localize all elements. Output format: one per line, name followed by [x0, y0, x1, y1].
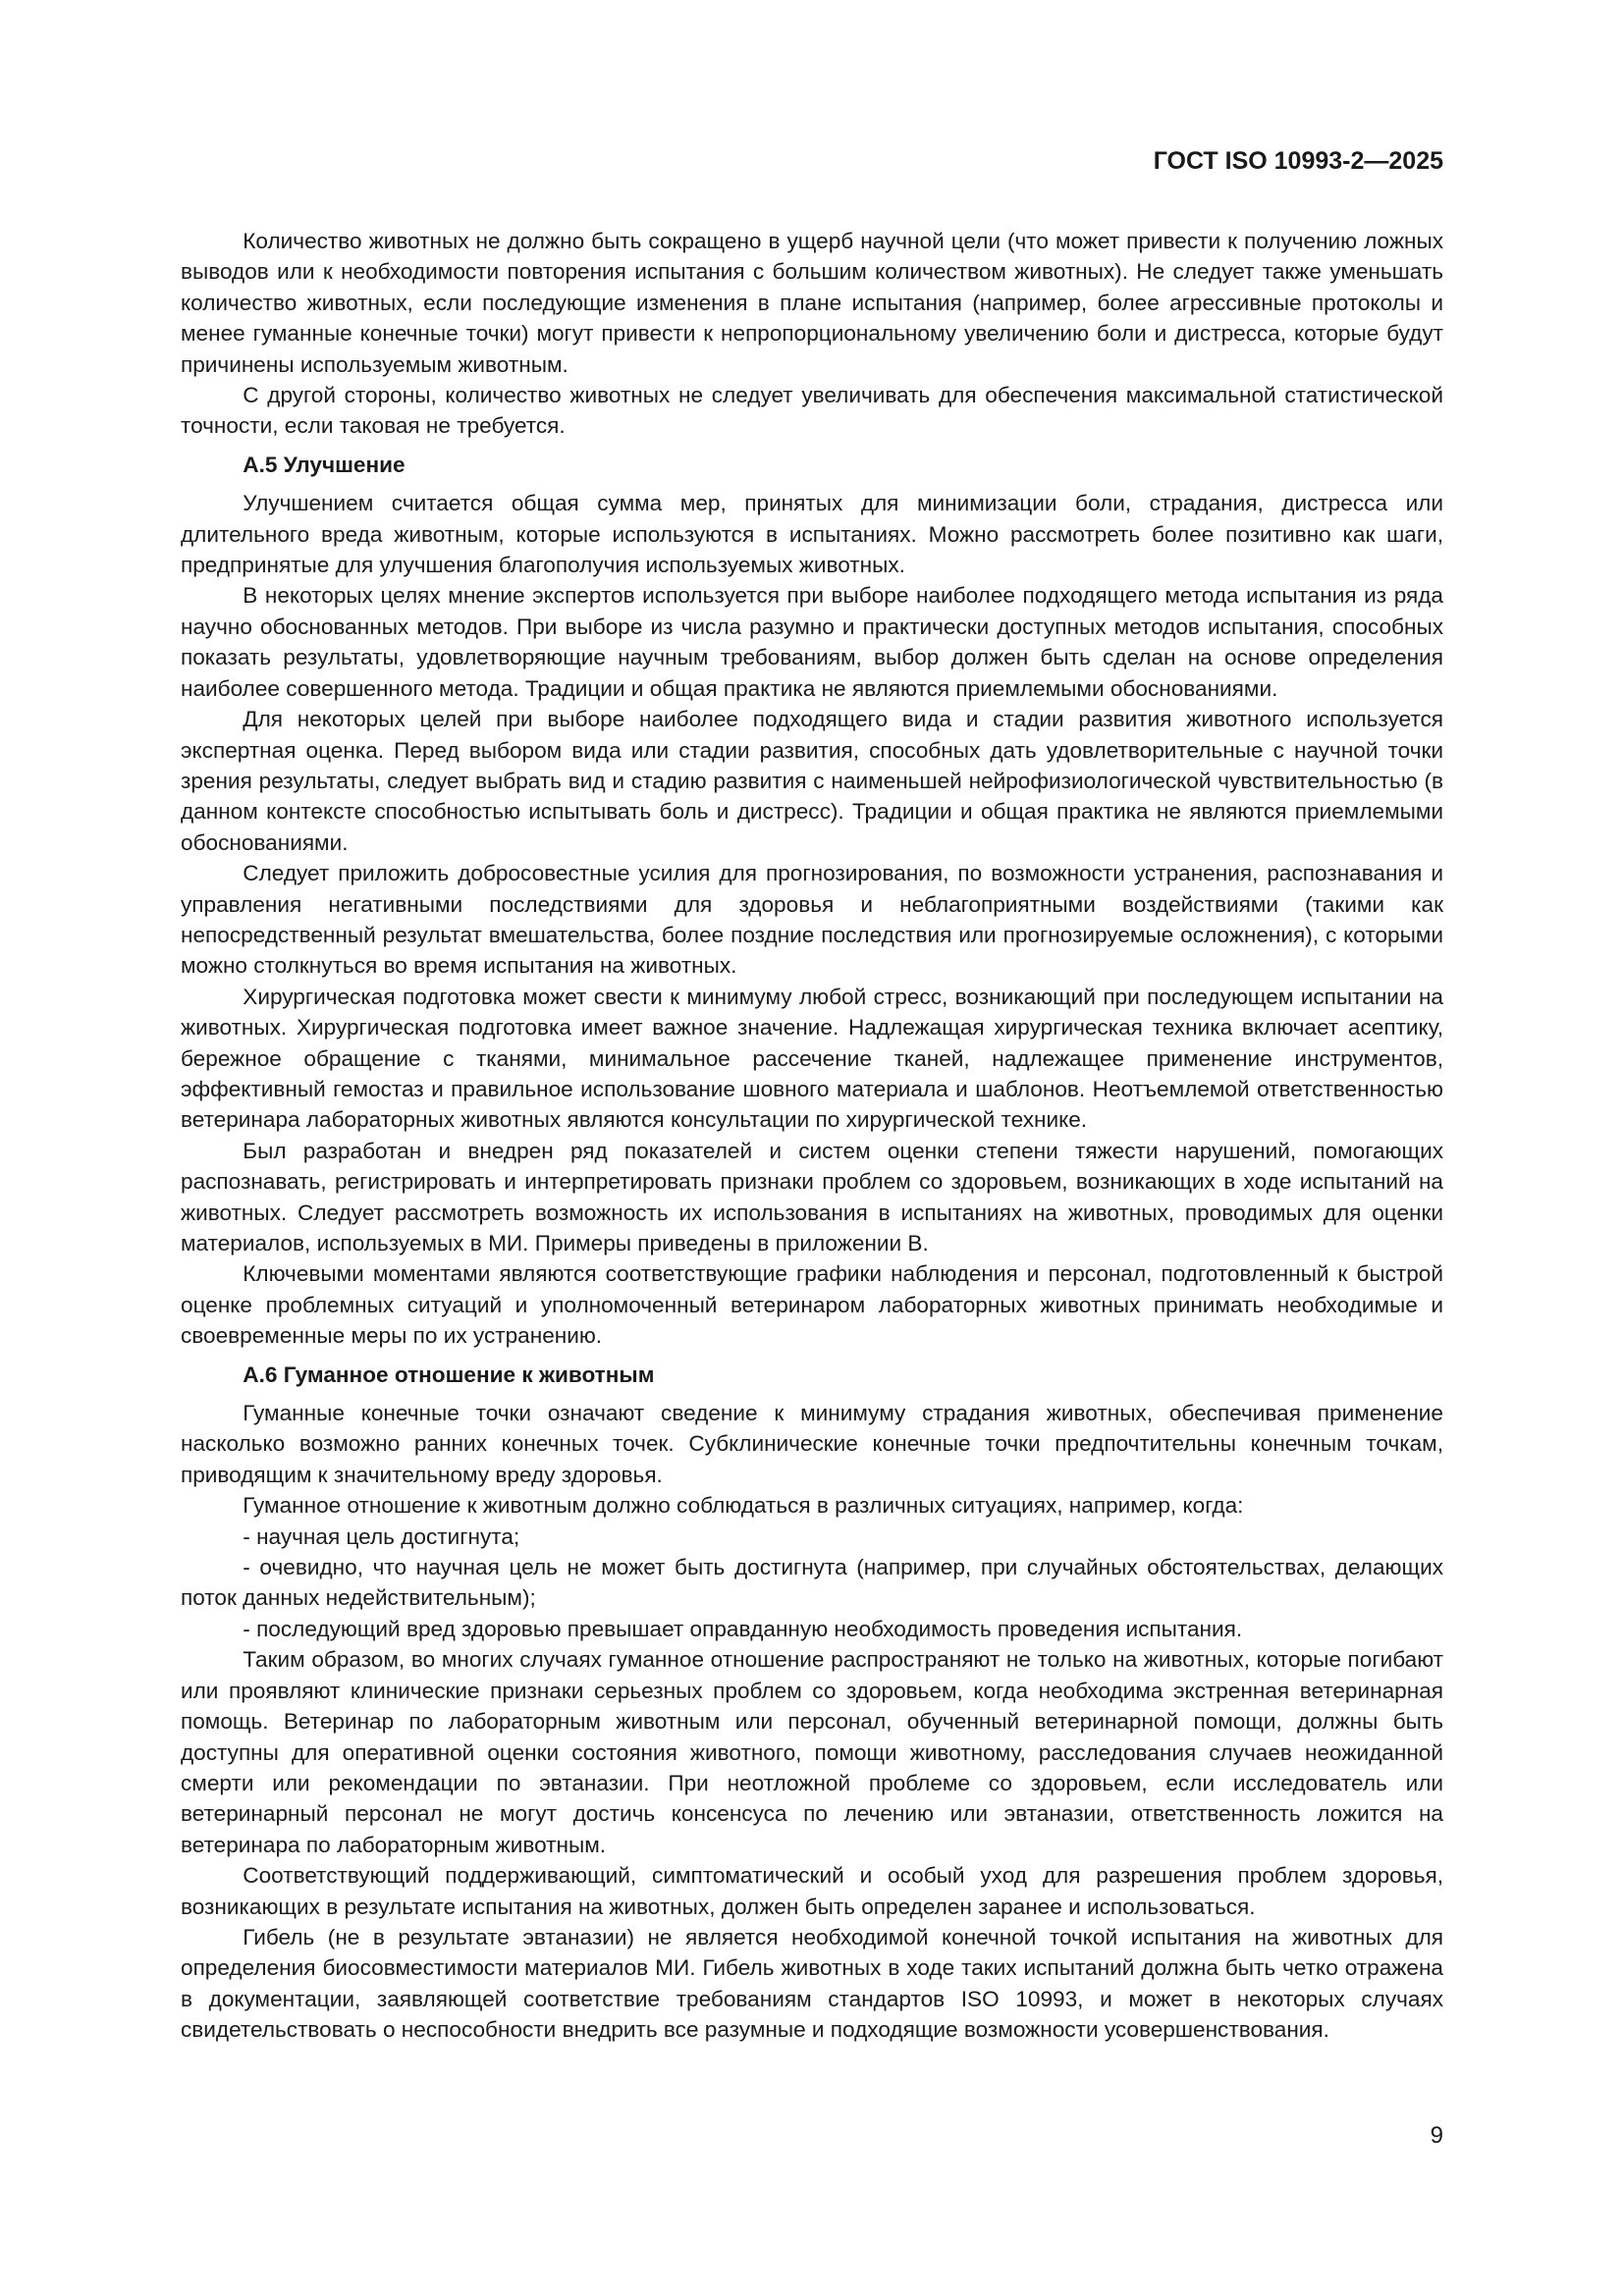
paragraph: Хирургическая подготовка может свести к минимуму любой стресс, возникающий при последующем испытании на животных. Хирургическая подготовка имеет важное значение. Надлежащая хирургическая техника включает асептику, бережное обращение с тканями, минимальное рассечение тканей, надлежащее применение инструментов, эффективный гемостаз и правильное использование шовного материала и шаблонов. Неотъемлемой ответственностью ветеринара лабораторных животных являются консультации по хирургической технике. [181, 984, 1443, 1133]
paragraph: Гибель (не в результате эвтаназии) не является необходимой конечной точкой испытания на животных для определения биосовместимости материалов МИ. Гибель животных в ходе таких испытаний должна быть четко отражена в документации, заявляющей соответствие требованиям стандартов ISO 10993, и может в некоторых случаях свидетельствовать о неспособности внедрить все разумные и подходящие возможности усовершенствования. [181, 1924, 1443, 2043]
document-body [181, 226, 1443, 2046]
section-heading: А.6 Гуманное отношение к животным [243, 1362, 655, 1387]
paragraph: Для некоторых целей при выборе наиболее подходящего вида и стадии развития животного используется экспертная оценка. Перед выбором вида или стадии развития, способных дать удовлетворительные с научной точки зрения результаты, следует выбрать вид и стадию развития с наименьшей нейрофизиологической чувствительностью (в данном контексте способностью испытывать боль и дистресс). Традиции и общая практика не являются приемлемыми обоснованиями. [181, 707, 1443, 855]
section-heading: А.5 Улучшение [243, 452, 406, 477]
paragraph: Улучшением считается общая сумма мер, принятых для минимизации боли, страдания, дистресса или длительного вреда животным, которые используются в испытаниях. Можно рассмотреть более позитивно как шаги, предпринятые для улучшения благополучия используемых животных. [181, 491, 1443, 578]
paragraph: Гуманные конечные точки означают сведение к минимуму страдания животных, обеспечивая применение насколько возможно ранних конечных точек. Субклинические конечные точки предпочтительны конечным точкам, приводящим к значительному вреду здоровья. [181, 1401, 1443, 1487]
paragraph: Ключевыми моментами являются соответствующие графики наблюдения и персонал, подготовленный к быстрой оценке проблемных ситуаций и уполномоченный ветеринаром лабораторных животных принимать необходимые и своевременные меры по их устранению. [181, 1261, 1443, 1349]
paragraph: - очевидно, что научная цель не может быть достигнута (например, при случайных обстоятельствах, делающих поток данных недействительным); [181, 1555, 1443, 1611]
paragraph: Таким образом, во многих случаях гуманное отношение распространяют не только на животных, которые погибают или проявляют клинические признаки серьезных проблем со здоровьем, когда необходима экстренная ветеринарная помощь. Ветеринар по лабораторным животным или персонал, обученный ветеринарной помощи, должны быть доступны для оперативной оценки состояния животного, помощи животному, расследования случаев неожиданной смерти или рекомендации по эвтаназии. При неотложной проблеме со здоровьем, если исследователь или ветеринарный персонал не могут достичь консенсуса по лечению или эвтаназии, ответственность ложится на ветеринара по лабораторным животным. [181, 1647, 1443, 1857]
paragraph: Гуманное отношение к животным должно соблюдаться в различных ситуациях, например, когда: [243, 1493, 1244, 1519]
paragraph: Соответствующий поддерживающий, симптоматический и особый уход для разрешения проблем здоровья, возникающих в результате испытания на животных, должен быть определен заранее и использоваться. [181, 1863, 1443, 1919]
paragraph: - научная цель достигнута; [243, 1523, 520, 1549]
paragraph: В некоторых целях мнение экспертов используется при выборе наиболее подходящего метода испытания из ряда научно обоснованных методов. При выборе из числа разумно и практически доступных методов испытания, способных показать результаты, удовлетворяющие научным требованиям, выбор должен быть сделан на основе определения наиболее совершенного метода. Традиции и общая практика не являются приемлемыми обоснованиями. [181, 583, 1443, 701]
paragraph: Следует приложить добросовестные усилия для прогнозирования, по возможности устранения, распознавания и управления негативными последствиями для здоровья и неблагоприятными воздействиями (такими как непосредственный результат вмешательства, более поздние последствия или прогнозируемые осложнения), с которыми можно столкнуться во время испытания на животных. [181, 861, 1443, 979]
paragraph: Был разработан и внедрен ряд показателей и систем оценки степени тяжести нарушений, помогающих распознавать, регистрировать и интерпретировать признаки проблем со здоровьем, возникающих в ходе испытаний на животных. Следует рассмотреть возможность их использования в испытаниях на животных, проводимых для оценки материалов, используемых в МИ. Примеры приведены в приложении В. [181, 1138, 1443, 1255]
paragraph: С другой стороны, количество животных не следует увеличивать для обеспечения максимальной статистической точности, если таковая не требуется. [181, 383, 1443, 439]
paragraph: Количество животных не должно быть сокращено в ущерб научной цели (что может привести к получению ложных выводов или к необходимости повторения испытания с большим количеством животных). Не следует также уменьшать количество животных, если последующие изменения в плане испытания (например, более агрессивные протоколы и менее гуманные конечные точки) могут привести к непропорциональному увеличению боли и дистресса, которые будут причинены используемым животным. [181, 229, 1443, 377]
document-header: ГОСТ ISO 10993-2—2025 [1153, 147, 1443, 175]
paragraph: - последующий вред здоровью превышает оправданную необходимость проведения испытания. [243, 1616, 1243, 1641]
page-number: 9 [1430, 2122, 1443, 2149]
